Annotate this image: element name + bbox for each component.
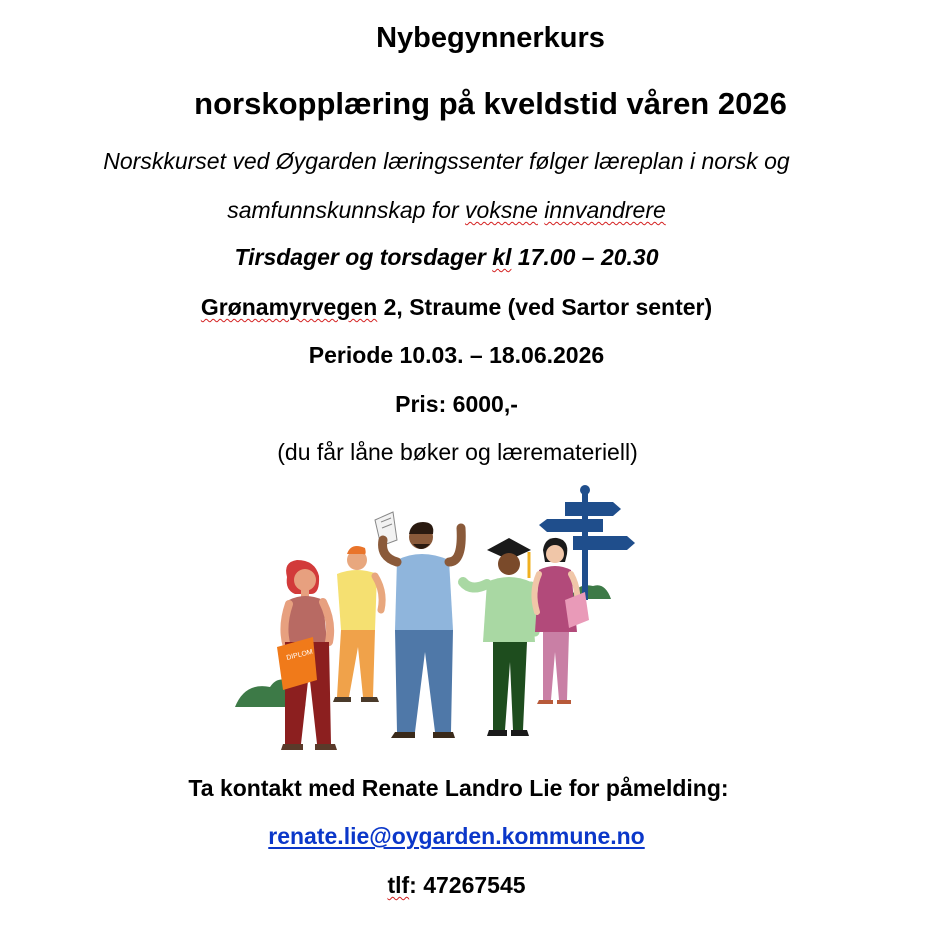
spellcheck-word-kl: kl [492,244,512,270]
spellcheck-word-street: Grønamyrvegen [200,294,378,320]
course-note: (du får låne bøker og læremateriell) [277,439,638,465]
email-link[interactable]: renate.lie@oygarden.kommune.no [268,823,645,849]
phone-number [0,872,925,899]
description-line-2 [0,197,915,224]
course-price: Pris: 6000,- [395,391,518,417]
schedule-time: 17.00 – 20.30 [511,244,659,270]
spellcheck-word-tlf: tlf [387,872,410,898]
schedule-days: Tirsdager og torsdager [234,244,493,270]
student-yellow-shirt-icon [333,546,382,702]
email-container [0,823,925,850]
address-rest: 2, Straume (ved Sartor senter) [377,294,713,320]
student-woman-red-hair-icon [277,560,337,750]
address [0,294,925,321]
description-line-1: Norskkurset ved Øygarden læringssenter følger læreplan i norsk og [103,148,790,174]
course-period: Periode 10.03. – 18.06.2026 [308,342,605,368]
contact-text: Ta kontakt med Renate Landro Lie for påmelding: [188,775,729,801]
student-graduate-icon [463,538,536,736]
spellcheck-word-voksne: voksne [465,197,538,223]
student-man-blue-shirt-icon [375,512,461,738]
phone-digits: : 47267545 [409,872,526,898]
schedule [0,244,915,271]
description-text: samfunnskunnskap for [227,197,466,223]
group-of-students-illustration [225,482,645,757]
poster-subtitle: norskopplæring på kveldstid våren 2026 [194,86,787,121]
svg-text:DIPLOM: DIPLOM [285,648,314,662]
spellcheck-word-innvandrere: innvandrere [544,197,666,223]
poster-title: Nybegynnerkurs [376,22,605,54]
student-woman-pink-dress-icon [534,538,589,704]
